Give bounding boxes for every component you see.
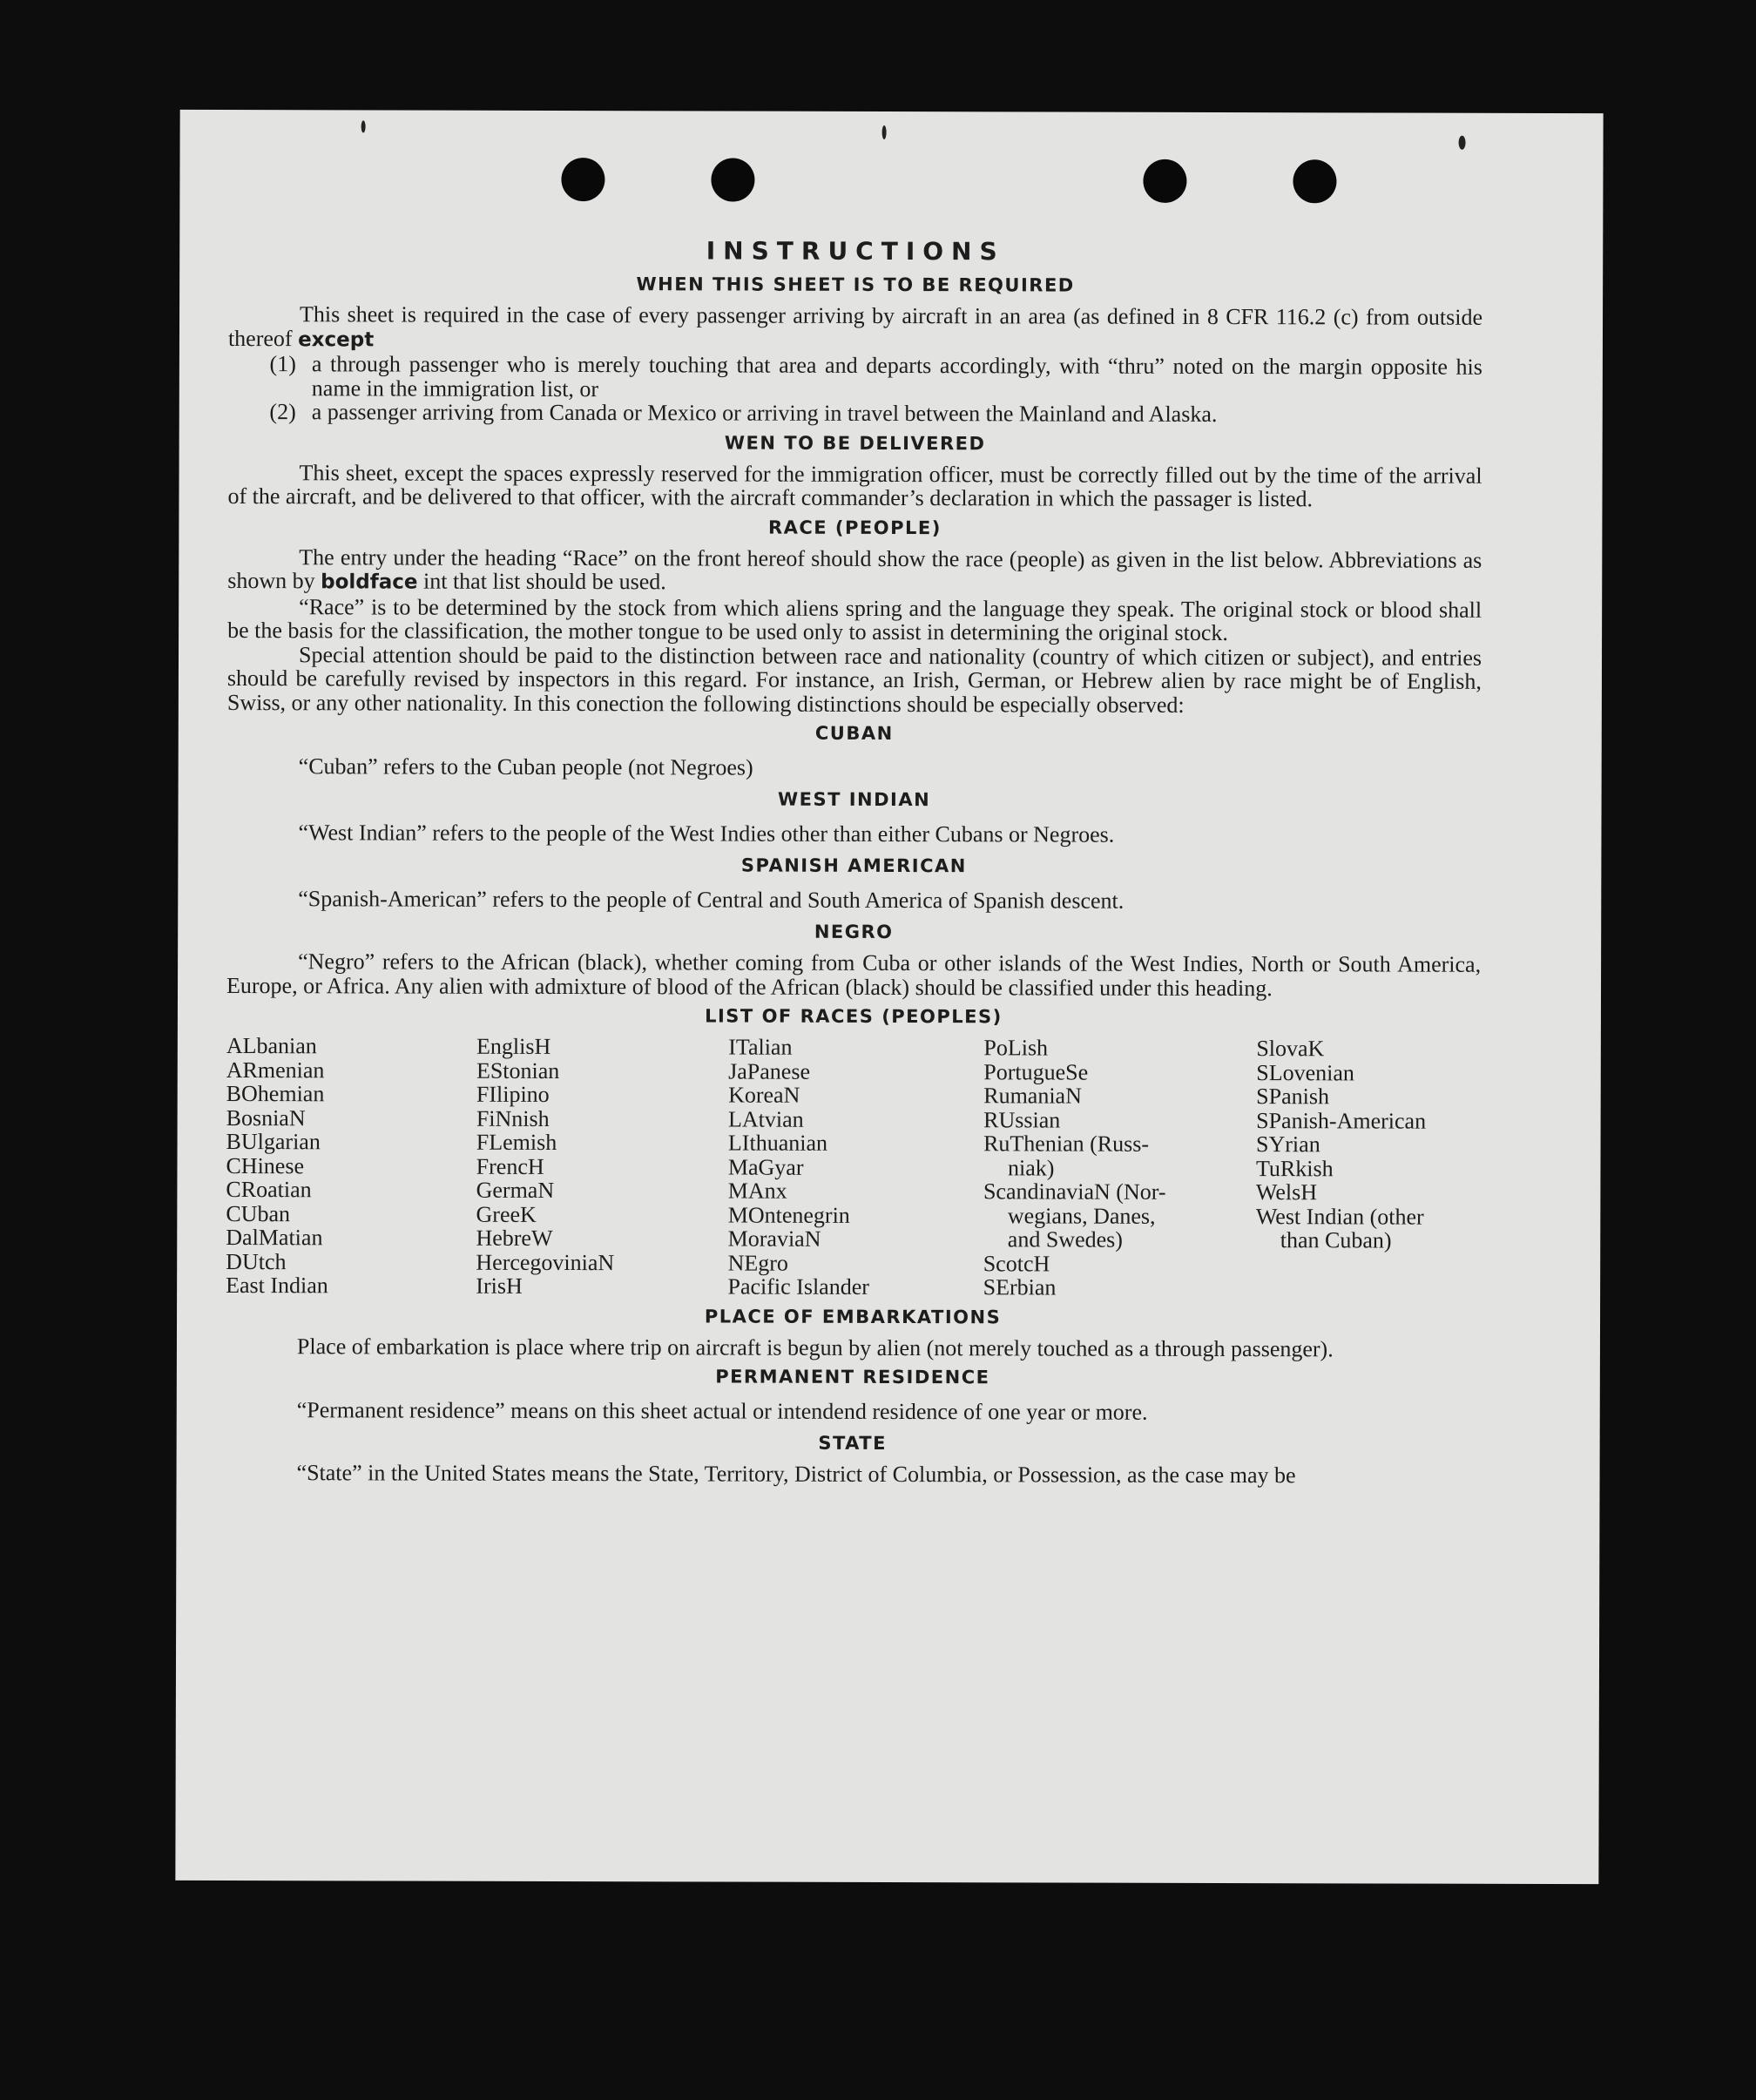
race-entry: MoraviaN [727,1226,821,1252]
races-list [226,1034,1481,1300]
required-item: (2) a passenger arriving from Canada or Mexico or arriving in travel between the Mainland and Alaska. [269,399,1218,427]
race-entry: CHinese [226,1152,305,1178]
race-entry: Pacific Islander [727,1273,869,1300]
page-title: INSTRUCTIONS [706,236,1005,267]
race-paragraph-1: The entry under the heading “Race” on the front hereof should show the race (people) as given in the list below. Abbreviations as shown by boldface int that list should be used. [227,544,1482,595]
race-entry: CUban [226,1200,291,1226]
race-entry: GermaN [476,1177,555,1203]
race-entry: ALbanian [226,1033,317,1059]
race-paragraph-3: Special attention should be paid to the distinction between race and nationality (country of which citizen or subject), and entries should be carefully revised by inspectors in this regard. For instance, an Irish, German, or Hebrew alien by race might be of English, Swiss, or any other nationality. In this conection the following distinctions should be especially observed: [226,641,1482,718]
speck [1459,136,1466,150]
race-entry: WelsH [1255,1179,1318,1205]
delivered-text: This sheet, except the spaces expressly reserved for the immigration officer, must be correctly filled out by the time of the arrival of the aircraft, and be delivered to that officer, with the aircraft commander’s declaration in which the passager is listed. [227,459,1482,512]
embarkation-text: Place of embarkation is place where trip on aircraft is begun by alien (not merely touched as a through passenger). [296,1333,1334,1361]
races-column-5 [1256,1036,1481,1300]
race-entry: KoreaN [728,1082,800,1108]
state-text: “State” in the United States means the State, Territory, District of Columbia, or Possession, as the case may be [296,1460,1296,1489]
race-entry: IrisH [476,1273,523,1299]
race-entry: BOhemian [226,1081,325,1107]
race-entry: PoLish [983,1035,1049,1061]
heading-required: WHEN THIS SHEET IS TO BE REQUIRED [636,273,1075,296]
heading-negro: NEGRO [814,921,894,943]
race-entry: than Cuban) [1280,1227,1392,1253]
race-entry: ITalian [728,1034,793,1060]
race-entry: ScandinaviaN (Nor- [983,1178,1166,1205]
speck [882,125,887,139]
race-entry: MAnx [727,1178,787,1204]
race-entry: FIlipino [476,1081,550,1107]
race-entry: RUssian [983,1106,1061,1133]
west-indian-text: “West Indian” refers to the people of the West Indies other than either Cubans or Negroes. [298,820,1115,847]
required-item: (1) a through passenger who is merely touching that area and departs accordingly, with “thru” noted on the margin opposite his name in the immigration list, or [269,351,1482,402]
race-entry: BUlgarian [226,1129,321,1155]
race-entry: BosniaN [226,1104,306,1131]
document-sheet [175,110,1603,1884]
race-entry: HebreW [476,1225,553,1251]
race-entry: SlovaK [1256,1036,1325,1062]
race-entry: West Indian (other [1255,1203,1424,1230]
race-entry: SErbian [983,1274,1057,1300]
race-entry: RuThenian (Russ- [983,1131,1150,1157]
race-entry: FLemish [476,1129,557,1156]
negro-text: “Negro” refers to the African (black), whether coming from Cuba or other islands of the West Indies, North or South America, Europe, or Africa. Any alien with admixture of blood of the African (black) should be classified under this heading. [226,949,1482,1001]
race-entry: wegians, Danes, [1007,1202,1156,1229]
race-entry: MaGyar [727,1154,804,1180]
race-entry: JaPanese [728,1058,811,1084]
spanish-american-text: “Spanish-American” refers to the people of Central and South America of Spanish descent. [298,886,1125,914]
race-entry: TuRkish [1255,1155,1334,1181]
race-entry: PortugueSe [983,1058,1089,1085]
race-entry: GreeK [476,1201,537,1227]
punch-hole [1143,159,1186,203]
heading-cuban: CUBAN [814,722,894,745]
heading-embarkation: PLACE OF EMBARKATIONS [704,1305,1002,1327]
heading-delivered: WEN TO BE DELIVERED [724,432,986,454]
heading-spanish-american: SPANISH AMERICAN [740,854,967,877]
punch-hole [711,158,754,201]
race-entry: East Indian [226,1273,328,1299]
speck [361,120,366,132]
punch-hole [561,158,604,201]
races-column-1 [226,1034,476,1298]
punch-hole [1293,159,1336,203]
heading-races-list: LIST OF RACES (PEOPLES) [705,1005,1003,1028]
race-entry: SYrian [1256,1131,1320,1158]
race-entry: ARmenian [226,1057,325,1083]
race-entry: EnglisH [476,1033,551,1059]
heading-race: RACE (PEOPLE) [767,517,942,538]
race-entry: FiNnish [476,1105,550,1131]
races-column-2 [476,1035,728,1299]
race-entry: RumaniaN [983,1083,1082,1109]
instructions-content [226,235,1483,1488]
race-entry: LIthuanian [727,1130,828,1156]
race-entry: CRoatian [226,1177,312,1203]
race-entry: DalMatian [226,1225,323,1251]
races-column-3 [727,1036,983,1300]
race-entry: LAtvian [727,1106,804,1132]
races-column-4 [983,1036,1257,1300]
race-entry: SPanish [1256,1084,1330,1110]
residence-text: “Permanent residence” means on this sheet actual or intendend residence of one year or more. [296,1397,1148,1425]
heading-residence: PERMANENT RESIDENCE [715,1366,990,1388]
race-entry: HercegoviniaN [476,1249,615,1275]
cuban-text: “Cuban” refers to the Cuban people (not Negroes) [298,753,753,780]
heading-west-indian: WEST INDIAN [777,788,931,811]
race-entry: DUtch [226,1248,287,1274]
required-intro: This sheet is required in the case of every passenger arriving by aircraft in an area (as defined in 8 CFR 116.2 (c) from outside thereof except [227,301,1483,351]
race-entry: EStonian [476,1057,560,1084]
race-entry: MOntenegrin [727,1202,850,1228]
race-entry: and Swedes) [1007,1226,1123,1253]
race-entry: ScotcH [983,1250,1050,1276]
heading-state: STATE [818,1432,888,1454]
race-paragraph-2: “Race” is to be determined by the stock from which aliens spring and the language they speak. The original stock or blood shall be the basis for the classification, the mother tongue to be used only to assist in determining the original stock. [227,593,1482,646]
race-entry: SLovenian [1256,1059,1354,1085]
race-entry: FrencH [476,1153,544,1179]
race-entry: NEgro [727,1250,788,1276]
race-entry: SPanish-American [1256,1107,1427,1134]
race-entry: niak) [1007,1154,1055,1180]
